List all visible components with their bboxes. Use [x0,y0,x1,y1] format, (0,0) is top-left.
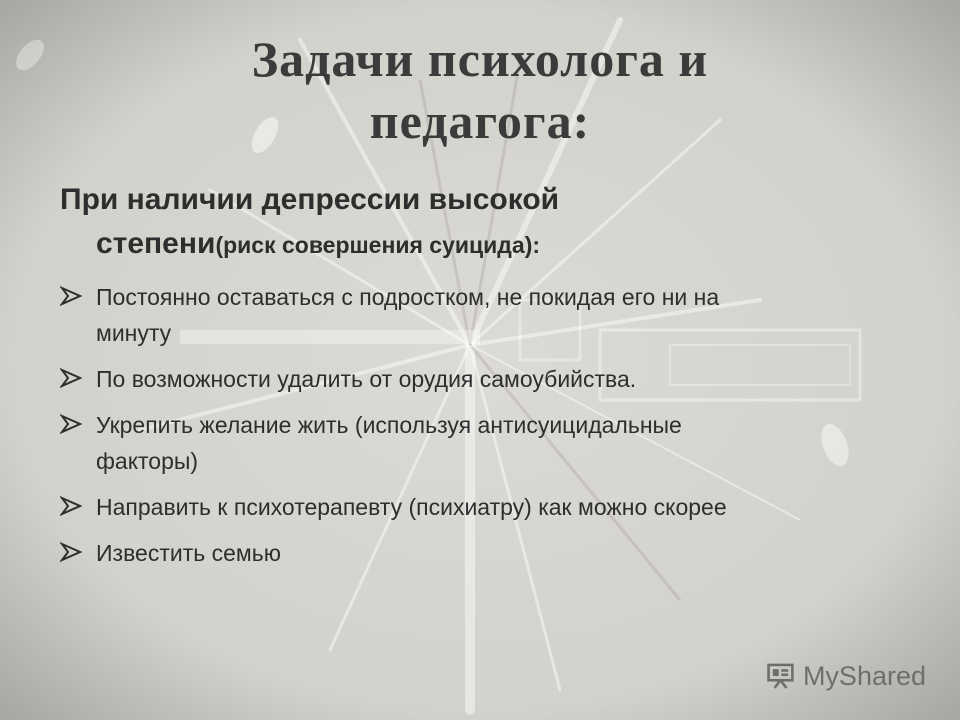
slide-content [60,178,910,581]
logo-text: MyShared [802,660,926,691]
list-item [60,535,910,571]
arrow-bullet-icon [60,285,82,307]
arrow-bullet-icon [60,541,82,563]
bullet-text-line-1: По возможности удалить от орудия самоубийства. [96,366,637,392]
list-item [60,407,910,479]
bullet-text-line-1: Направить к психотерапевту (психиатру) как можно скорее [96,494,727,520]
list-item [60,489,910,525]
bullet-text-line-2: факторы) [96,448,199,474]
list-item [60,361,910,397]
arrow-bullet-icon [60,495,82,517]
myshared-logo[interactable] [766,656,926,696]
title-line-1: Задачи психолога и [251,31,709,87]
lead-parenthetical: (риск совершения суицида): [215,232,541,258]
bullet-list [60,279,910,571]
bullet-text-line-1: Известить семью [96,540,281,566]
bullet-text-line-2: минуту [96,320,172,346]
presentation-board-icon [766,660,795,692]
bullet-text-line-1: Укрепить желание жить (используя антисуицидальные [96,412,682,438]
arrow-bullet-icon [60,413,82,435]
lead-text-2: степени [96,227,216,260]
title-line-2: педагога: [369,93,591,149]
bullet-text-line-1: Постоянно оставаться с подростком, не покидая его ни на [96,284,720,310]
lead-text-1: При наличии депрессии высокой [60,183,560,216]
arrow-bullet-icon [60,367,82,389]
slide-title [0,28,960,152]
lead-line-2 [60,222,910,267]
list-item [60,279,910,351]
lead-paragraph [60,178,910,267]
